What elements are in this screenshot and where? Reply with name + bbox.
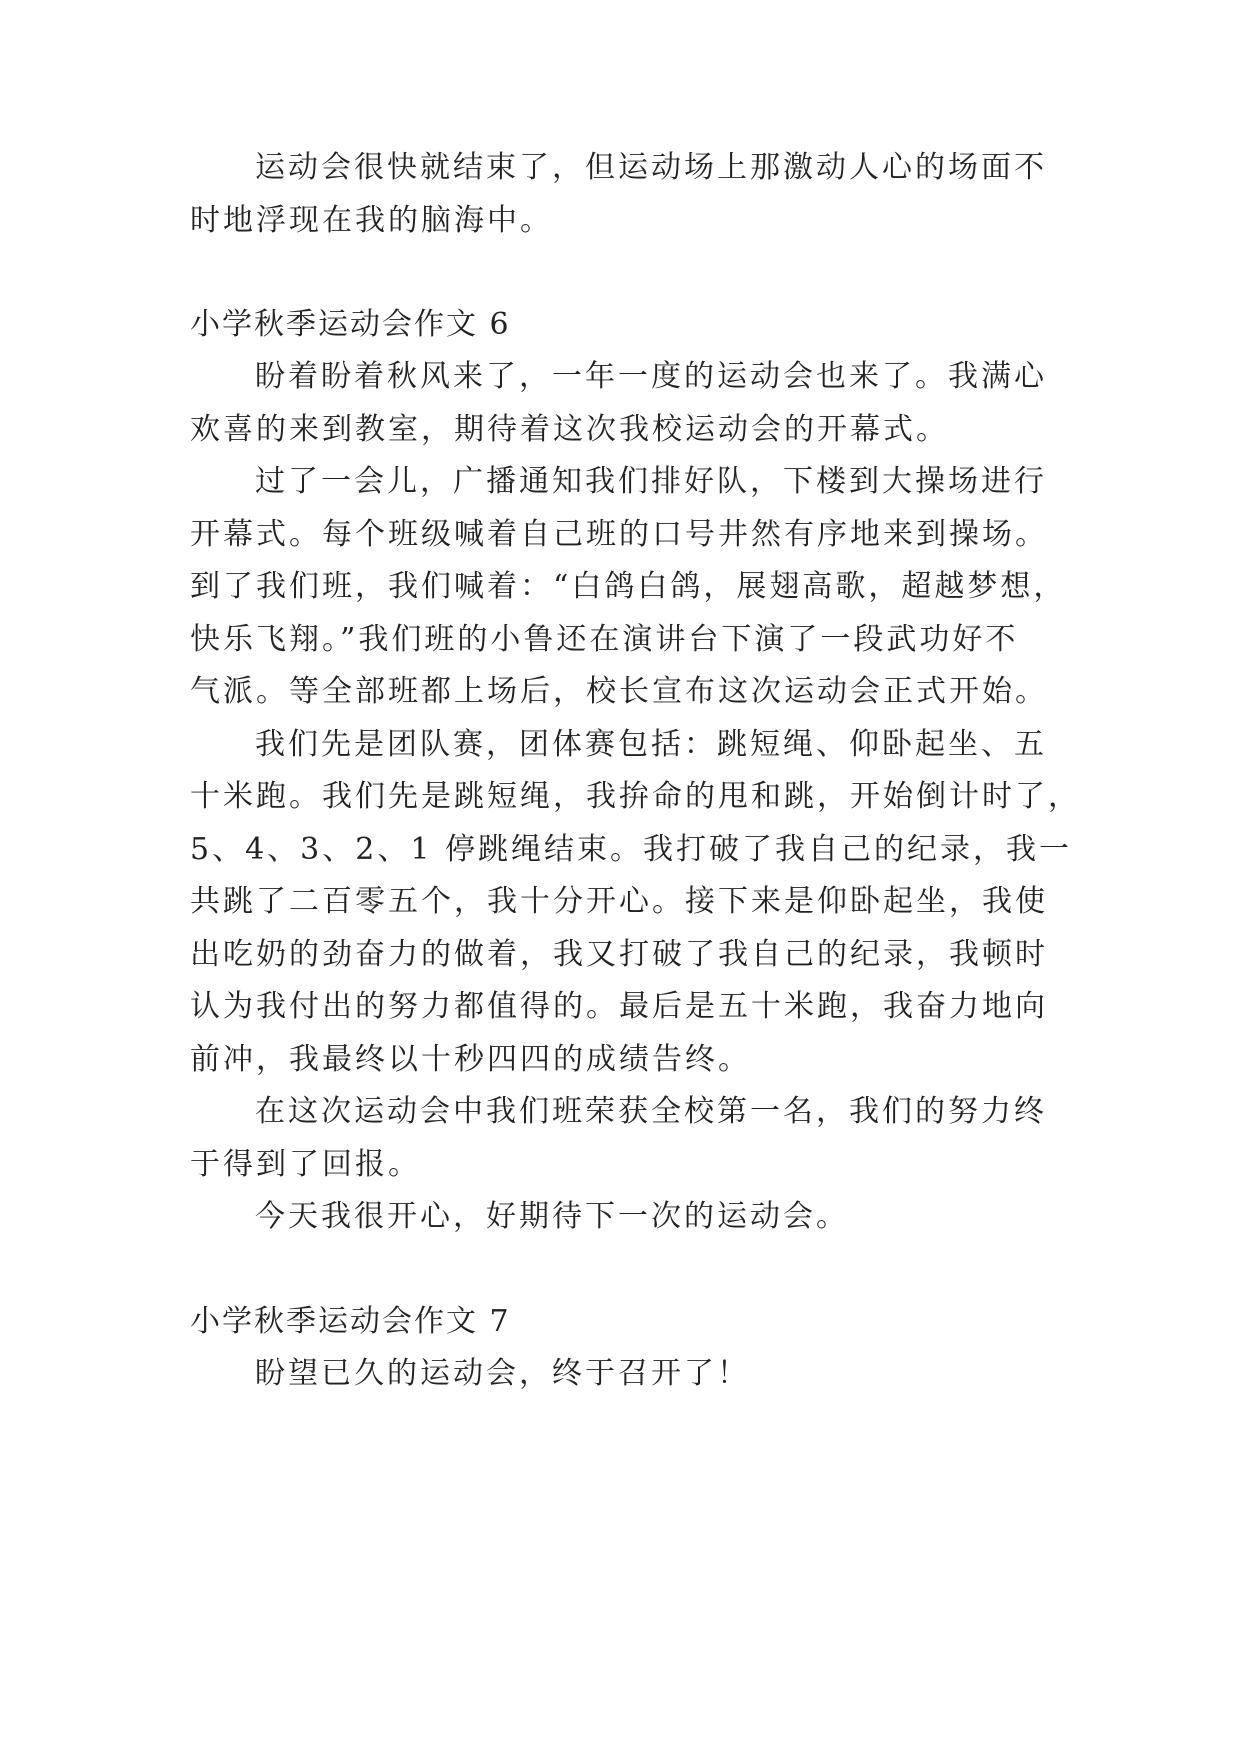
paragraph-line: 运动会很快就结束了，但运动场上那激动人心的场面不: [255, 150, 1047, 185]
paragraph-line: 盼望已久的运动会，终于召开了！: [255, 1356, 750, 1391]
paragraph-line: 到了我们班，我们喊着：“白鸽白鸽，展翅高歌，超越梦想，: [190, 569, 1067, 604]
paragraph-line: 过了一会儿，广播通知我们排好队，下楼到大操场进行: [255, 464, 1047, 499]
paragraph-line: 盼着盼着秋风来了，一年一度的运动会也来了。我满心: [255, 359, 1047, 394]
paragraph-line: 快乐飞翔。”我们班的小鲁还在演讲台下演了一段武功好不: [190, 622, 1019, 657]
paragraph-line: 在这次运动会中我们班荣获全校第一名，我们的努力终: [255, 1094, 1047, 1129]
paragraph-line: 5、4、3、2、1 停跳绳结束。我打破了我自己的纪录，我一: [190, 832, 1072, 867]
essay-heading: 小学秋季运动会作文 6: [190, 307, 511, 342]
paragraph-line: 时地浮现在我的脑海中。: [190, 203, 553, 238]
paragraph-line: 认为我付出的努力都值得的。最后是五十米跑，我奋力地向: [190, 989, 1048, 1024]
paragraph-line: 气派。等全部班都上场后，校长宣布这次运动会正式开始。: [190, 674, 1048, 709]
paragraph-line: 前冲，我最终以十秒四四的成绩告终。: [190, 1042, 751, 1077]
paragraph-line: 十米跑。我们先是跳短绳，我拚命的甩和跳，开始倒计时了，: [190, 779, 1081, 814]
paragraph-line: 我们先是团队赛，团体赛包括：跳短绳、仰卧起坐、五: [255, 727, 1047, 762]
paragraph-line: 今天我很开心，好期待下一次的运动会。: [255, 1199, 849, 1234]
paragraph-line: 出吃奶的劲奋力的做着，我又打破了我自己的纪录，我顿时: [190, 937, 1048, 972]
paragraph-line: 于得到了回报。: [190, 1147, 421, 1182]
essay-heading: 小学秋季运动会作文 7: [190, 1304, 511, 1339]
paragraph-line: 欢喜的来到教室，期待着这次我校运动会的开幕式。: [190, 412, 949, 447]
paragraph-line: 共跳了二百零五个，我十分开心。接下来是仰卧起坐，我使: [190, 884, 1048, 919]
paragraph-line: 开幕式。每个班级喊着自己班的口号井然有序地来到操场。: [190, 517, 1048, 552]
